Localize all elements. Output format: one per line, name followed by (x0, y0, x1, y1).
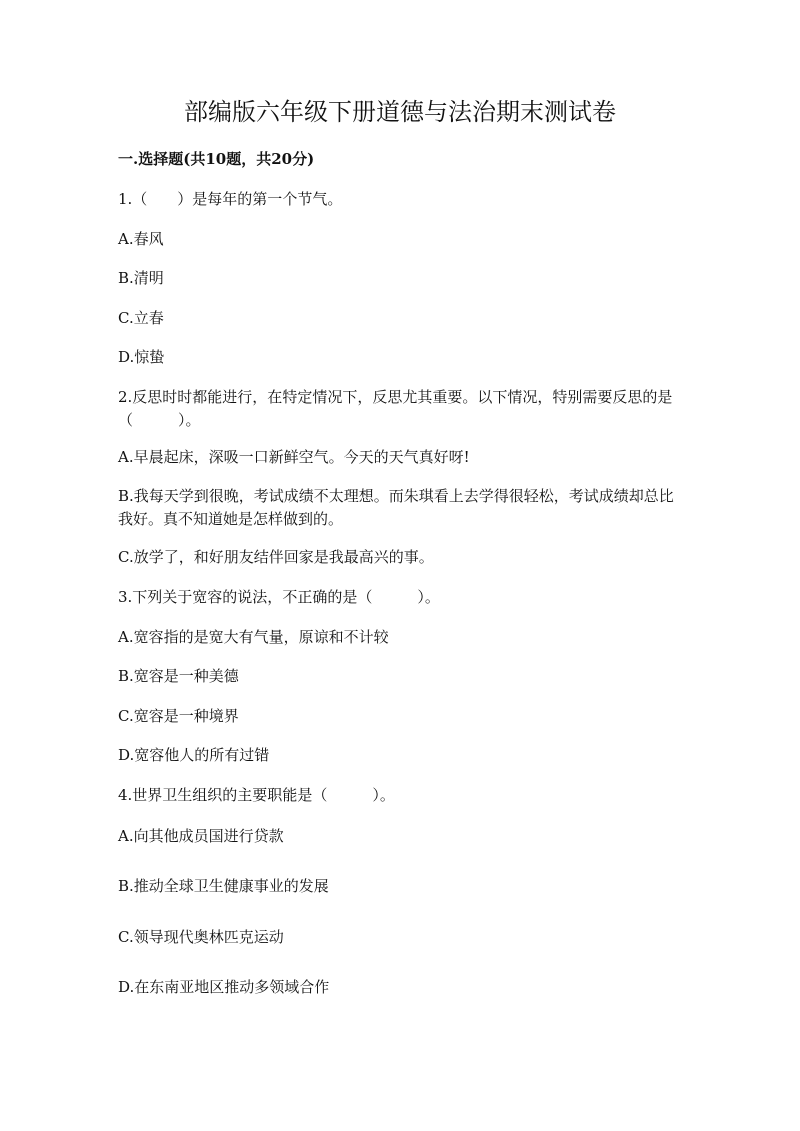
question-1-option-d: D.惊蛰 (118, 348, 165, 366)
question-4-stem: 4.世界卫生组织的主要职能是（ ）。 (118, 786, 395, 804)
question-4-option-b: B.推动全球卫生健康事业的发展 (118, 877, 329, 895)
question-1-option-a: A.春风 (118, 230, 164, 248)
question-2-option-c: C.放学了，和好朋友结伴回家是我最高兴的事。 (118, 548, 434, 566)
question-1-option-c: C.立春 (118, 309, 164, 327)
section-heading-multiple-choice: 一.选择题(共10题，共20分) (118, 150, 315, 168)
question-3-option-c: C.宽容是一种境界 (118, 707, 239, 725)
question-2-option-a: A.早晨起床，深吸一口新鲜空气。今天的天气真好呀! (118, 448, 470, 466)
question-1-option-b: B.清明 (118, 269, 164, 287)
exam-title: 部编版六年级下册道德与法治期末测试卷 (184, 98, 616, 126)
question-4-option-d: D.在东南亚地区推动多领域合作 (118, 978, 330, 996)
question-2-stem: 2.反思时时都能进行，在特定情况下，反思尤其重要。以下情况，特别需要反思的是（ ）。 (118, 388, 673, 429)
question-3-option-d: D.宽容他人的所有过错 (118, 746, 270, 764)
question-2-option-b: B.我每天学到很晚，考试成绩不太理想。而朱琪看上去学得很轻松，考试成绩却总比我好。真不知道她是怎样做到的。 (118, 487, 674, 528)
question-4-option-c: C.领导现代奥林匹克运动 (118, 928, 284, 946)
question-3-option-a: A.宽容指的是宽大有气量，原谅和不计较 (118, 628, 389, 646)
question-4-option-a: A.向其他成员国进行贷款 (118, 827, 284, 845)
question-3-option-b: B.宽容是一种美德 (118, 667, 239, 685)
question-1-stem: 1.（ ）是每年的第一个节气。 (118, 190, 343, 208)
question-3-stem: 3.下列关于宽容的说法，不正确的是（ ）。 (118, 588, 440, 606)
